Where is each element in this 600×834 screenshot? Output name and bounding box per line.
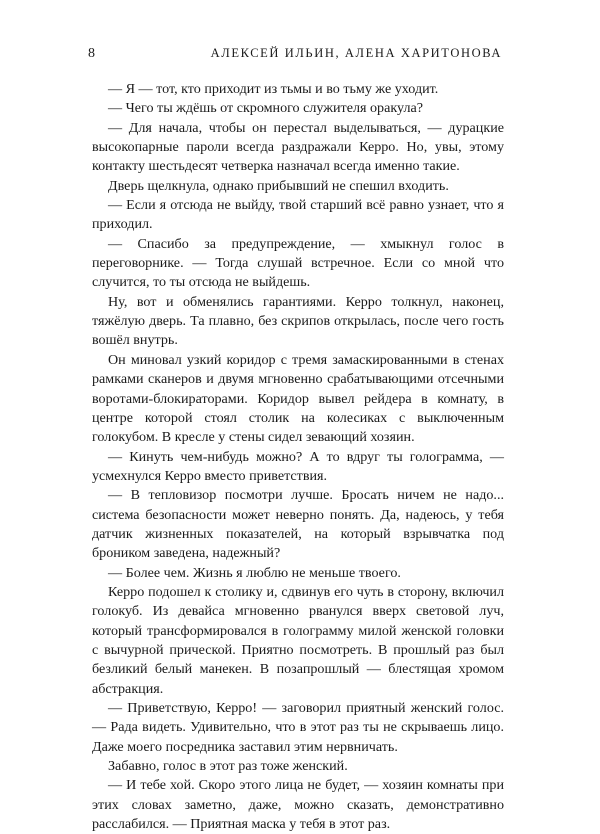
paragraph: Дверь щелкнула, однако прибывший не спешил входить. (108, 177, 449, 194)
paragraph: Ну, вот и обменялись гарантиями. Керро толкнул, наконец, тяжёлую дверь. Та плавно, без скрипов открылась, после чего гость вошёл внутрь. (92, 293, 504, 349)
paragraph: — Спасибо за предупреждение, — хмыкнул голос в переговорнике. — Тогда слушай встречное. Если со мной что случится, то ты отсюда не выйдешь. (92, 235, 504, 291)
running-head-authors: АЛЕКСЕЙ ИЛЬИН, АЛЕНА ХАРИТОНОВА (210, 46, 502, 60)
paragraph: Он миновал узкий коридор с тремя замаскированными в стенах рамками сканеров и двумя мгновенно срабатывающими отсечными воротами-блокираторами. Коридор вывел рейдера в комнату, в центре которой стоял столик на колесиках с выключенным голокубом. В кресле у стены сидел зевающий хозяин. (92, 351, 504, 446)
paragraph: Керро подошел к столику и, сдвинув его чуть в сторону, включил голокуб. Из девайса мгновенно рванулся вверх световой луч, который трансформировался в голограмму милой женской головки с вычурной прической. Приятно посмотреть. В прошлый раз был безликий белый манекен. В позапрошлый — блестящая хромом абстракция. (92, 583, 504, 697)
page-number: 8 (88, 46, 96, 61)
paragraph: — Приветствую, Керро! — заговорил приятный женский голос. — Рада видеть. Удивительно, что в этот раз ты не скрываешь лицо. Даже моего посредника заставил этим нервничать. (92, 700, 504, 755)
paragraph: — И тебе хой. Скоро этого лица не будет, — хозяин комнаты при этих словах заметно, даже, можно сказать, демонстративно расслабился. — Приятная маска у тебя в этот раз. (92, 777, 504, 833)
paragraph: — Я — тот, кто приходит из тьмы и во тьму же уходит. (108, 81, 439, 97)
paragraph: — В тепловизор посмотри лучше. Бросать ничем не надо... система безопасности может неверно понять. Да, надеюсь, у тебя датчик жизненных показателей, на который взрывчатка под броником заведена, надежный? (92, 487, 504, 562)
paragraph: — Для начала, чтобы он перестал выделываться, — дурацкие высокопарные пароли всегда раздражали Керро. Но, увы, этому контакту шестьдесят четверка назначал всегда именно такие. (92, 119, 504, 175)
paragraph: — Кинуть чем-нибудь можно? А то вдруг ты голограмма, — усмехнулся Керро вместо приветствия. (92, 448, 504, 484)
body-text (92, 80, 504, 834)
paragraph: Забавно, голос в этот раз тоже женский. (108, 758, 348, 775)
paragraph: — Если я отсюда не выйду, твой старший всё равно узнает, что я приходил. (92, 197, 504, 233)
paragraph: — Более чем. Жизнь я люблю не меньше твоего. (108, 564, 401, 581)
paragraph: — Чего ты ждёшь от скромного служителя оракула? (108, 100, 423, 117)
page-header (88, 46, 502, 64)
